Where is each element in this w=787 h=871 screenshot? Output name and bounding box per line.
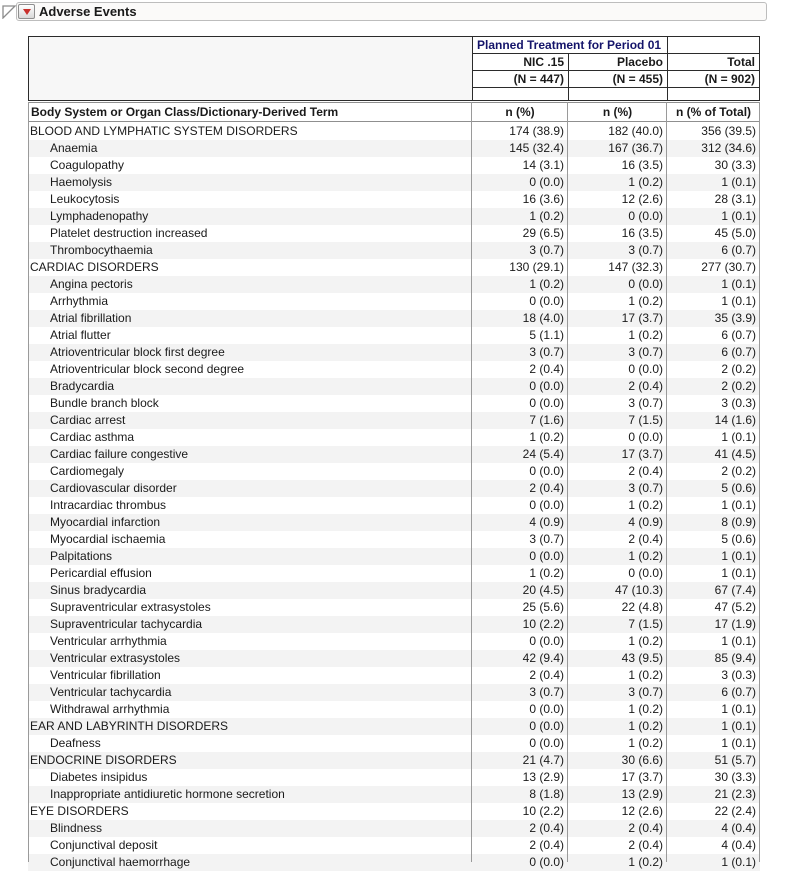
value-cell: 5 (0.6) <box>721 481 756 495</box>
value-cell: 7 (1.5) <box>628 617 663 631</box>
value-cell: 1 (0.1) <box>721 702 756 716</box>
value-cell: 0 (0.0) <box>529 175 564 189</box>
value-cell: 10 (2.2) <box>522 804 564 818</box>
header-empty-cell <box>668 88 759 100</box>
value-cell: 0 (0.0) <box>529 294 564 308</box>
value-cell: 182 (40.0) <box>608 124 663 138</box>
table-row <box>28 361 760 378</box>
term-cell: Cardiac asthma <box>50 430 135 444</box>
value-cell: 2 (0.2) <box>721 362 756 376</box>
table-row <box>28 123 760 140</box>
table-row <box>28 582 760 599</box>
term-cell: Cardiac arrest <box>50 413 126 427</box>
table-row <box>28 803 760 820</box>
value-cell: 0 (0.0) <box>628 209 663 223</box>
value-cell: 16 (3.5) <box>621 226 663 240</box>
table-row <box>28 259 760 276</box>
term-cell: Ventricular tachycardia <box>50 685 172 699</box>
table-row <box>28 446 760 463</box>
value-cell: 7 (1.5) <box>628 413 663 427</box>
value-cell: 17 (3.7) <box>621 311 663 325</box>
value-cell: 21 (4.7) <box>522 753 564 767</box>
value-cell: 22 (4.8) <box>621 600 663 614</box>
report-title: Adverse Events <box>39 4 137 19</box>
term-cell: EYE DISORDERS <box>30 804 129 818</box>
term-cell: Arrhythmia <box>50 294 109 308</box>
value-cell: 0 (0.0) <box>628 430 663 444</box>
value-cell: 3 (0.7) <box>628 345 663 359</box>
value-cell: 3 (0.7) <box>628 396 663 410</box>
value-cell: 0 (0.0) <box>529 634 564 648</box>
table-row <box>28 480 760 497</box>
column-n-total: (N = 902) <box>668 71 759 88</box>
span-header-cell: Planned Treatment for Period 01 <box>473 37 668 54</box>
table-row <box>28 242 760 259</box>
value-cell: 1 (0.2) <box>529 209 564 223</box>
value-cell: 16 (3.6) <box>522 192 564 206</box>
value-cell: 277 (30.7) <box>701 260 756 274</box>
value-cell: 3 (0.7) <box>628 481 663 495</box>
term-cell: Bundle branch block <box>50 396 159 410</box>
table-row <box>28 327 760 344</box>
term-cell: Sinus bradycardia <box>50 583 147 597</box>
term-cell: Atrial flutter <box>50 328 111 342</box>
value-cell: 67 (7.4) <box>714 583 756 597</box>
value-cell: 167 (36.7) <box>608 141 663 155</box>
value-cell: 0 (0.0) <box>529 379 564 393</box>
value-cell: 47 (5.2) <box>714 600 756 614</box>
value-cell: 2 (0.2) <box>721 464 756 478</box>
term-cell: Atrioventricular block first degree <box>50 345 225 359</box>
value-cell: 4 (0.9) <box>529 515 564 529</box>
value-cell: 2 (0.4) <box>628 464 663 478</box>
value-cell: 1 (0.1) <box>721 736 756 750</box>
term-cell: Conjunctival deposit <box>50 838 158 852</box>
value-cell: 21 (2.3) <box>714 787 756 801</box>
table-row <box>28 293 760 310</box>
table-row <box>28 752 760 769</box>
value-cell: 2 (0.4) <box>529 821 564 835</box>
value-cell: 12 (2.6) <box>621 192 663 206</box>
term-cell: Diabetes insipidus <box>50 770 148 784</box>
table-row <box>28 463 760 480</box>
value-cell: 2 (0.4) <box>628 821 663 835</box>
value-cell: 1 (0.2) <box>529 430 564 444</box>
header-rowlabel-cell <box>29 37 473 100</box>
value-cell: 0 (0.0) <box>529 702 564 716</box>
term-cell: Blindness <box>50 821 103 835</box>
term-cell: Ventricular extrasystoles <box>50 651 181 665</box>
header-empty-cell <box>473 88 569 100</box>
term-cell: Platelet destruction increased <box>50 226 208 240</box>
table-row <box>28 548 760 565</box>
table-row <box>28 140 760 157</box>
value-cell: 1 (0.2) <box>628 175 663 189</box>
value-cell: 1 (0.1) <box>721 277 756 291</box>
term-cell: CARDIAC DISORDERS <box>30 260 159 274</box>
value-cell: 4 (0.4) <box>721 821 756 835</box>
value-cell: 1 (0.2) <box>628 549 663 563</box>
table-row <box>28 837 760 854</box>
value-cell: 17 (3.7) <box>621 770 663 784</box>
value-cell: 0 (0.0) <box>529 719 564 733</box>
table-row <box>28 684 760 701</box>
table-header-grid <box>28 36 760 101</box>
value-cell: 30 (3.3) <box>714 158 756 172</box>
term-cell: Cardiovascular disorder <box>50 481 177 495</box>
value-cell: 1 (0.2) <box>628 702 663 716</box>
value-cell: 1 (0.2) <box>628 634 663 648</box>
value-cell: 13 (2.9) <box>522 770 564 784</box>
value-cell: 17 (3.7) <box>621 447 663 461</box>
term-cell: Cardiomegaly <box>50 464 125 478</box>
value-cell: 2 (0.4) <box>529 362 564 376</box>
term-cell: Supraventricular extrasystoles <box>50 600 211 614</box>
value-cell: 174 (38.9) <box>509 124 564 138</box>
value-cell: 3 (0.7) <box>529 532 564 546</box>
value-cell: 1 (0.1) <box>721 549 756 563</box>
value-cell: 1 (0.1) <box>721 566 756 580</box>
table-row <box>28 854 760 871</box>
value-cell: 42 (9.4) <box>522 651 564 665</box>
table-row <box>28 650 760 667</box>
value-cell: 18 (4.0) <box>522 311 564 325</box>
value-cell: 41 (4.5) <box>714 447 756 461</box>
stat-header-nic: n (%) <box>505 105 535 119</box>
value-cell: 30 (3.3) <box>714 770 756 784</box>
term-cell: Lymphadenopathy <box>50 209 149 223</box>
value-cell: 0 (0.0) <box>628 566 663 580</box>
table-row <box>28 157 760 174</box>
value-cell: 0 (0.0) <box>529 396 564 410</box>
table-row <box>28 786 760 803</box>
table-row <box>28 633 760 650</box>
value-cell: 45 (5.0) <box>714 226 756 240</box>
value-cell: 20 (4.5) <box>522 583 564 597</box>
value-cell: 51 (5.7) <box>714 753 756 767</box>
value-cell: 1 (0.1) <box>721 855 756 869</box>
term-cell: Anaemia <box>50 141 98 155</box>
value-cell: 6 (0.7) <box>721 328 756 342</box>
value-cell: 130 (29.1) <box>509 260 564 274</box>
value-cell: 3 (0.7) <box>628 685 663 699</box>
value-cell: 22 (2.4) <box>714 804 756 818</box>
term-cell: BLOOD AND LYMPHATIC SYSTEM DISORDERS <box>30 124 298 138</box>
table-row <box>28 225 760 242</box>
term-cell: Pericardial effusion <box>50 566 152 580</box>
column-header-total: Total <box>668 54 759 71</box>
table-body <box>28 123 760 871</box>
value-cell: 5 (1.1) <box>529 328 564 342</box>
value-cell: 6 (0.7) <box>721 243 756 257</box>
row-header-label: Body System or Organ Class/Dictionary-Derived Term <box>31 105 339 119</box>
table-row <box>28 497 760 514</box>
value-cell: 2 (0.4) <box>529 668 564 682</box>
value-cell: 2 (0.4) <box>529 481 564 495</box>
red-triangle-icon <box>23 9 31 15</box>
value-cell: 28 (3.1) <box>714 192 756 206</box>
table-row <box>28 565 760 582</box>
term-cell: Coagulopathy <box>50 158 125 172</box>
value-cell: 1 (0.1) <box>721 634 756 648</box>
table-row <box>28 820 760 837</box>
value-cell: 14 (3.1) <box>522 158 564 172</box>
value-cell: 1 (0.2) <box>529 566 564 580</box>
table-row <box>28 531 760 548</box>
value-cell: 1 (0.1) <box>721 498 756 512</box>
value-cell: 0 (0.0) <box>529 549 564 563</box>
term-cell: Supraventricular tachycardia <box>50 617 203 631</box>
outline-disclosure-triangle-icon[interactable] <box>1 3 17 19</box>
term-cell: Ventricular fibrillation <box>50 668 161 682</box>
value-cell: 5 (0.6) <box>721 532 756 546</box>
term-cell: Myocardial ischaemia <box>50 532 166 546</box>
table-row <box>28 276 760 293</box>
table-row <box>28 514 760 531</box>
table-stat-header-row <box>28 102 760 122</box>
value-cell: 145 (32.4) <box>509 141 564 155</box>
value-cell: 0 (0.0) <box>529 855 564 869</box>
value-cell: 1 (0.2) <box>628 855 663 869</box>
table-row <box>28 701 760 718</box>
value-cell: 3 (0.3) <box>721 396 756 410</box>
value-cell: 1 (0.2) <box>628 668 663 682</box>
term-cell: Conjunctival haemorrhage <box>50 855 191 869</box>
value-cell: 43 (9.5) <box>621 651 663 665</box>
value-cell: 47 (10.3) <box>614 583 663 597</box>
table-row <box>28 599 760 616</box>
value-cell: 1 (0.2) <box>628 736 663 750</box>
value-cell: 356 (39.5) <box>701 124 756 138</box>
stat-header-total: n (% of Total) <box>675 105 752 119</box>
value-cell: 3 (0.7) <box>529 685 564 699</box>
value-cell: 10 (2.2) <box>522 617 564 631</box>
term-cell: ENDOCRINE DISORDERS <box>30 753 177 767</box>
value-cell: 1 (0.2) <box>628 719 663 733</box>
value-cell: 3 (0.7) <box>628 243 663 257</box>
value-cell: 3 (0.3) <box>721 668 756 682</box>
column-header-nic: NIC .15 <box>473 54 569 71</box>
table-row <box>28 412 760 429</box>
term-cell: Ventricular arrhythmia <box>50 634 167 648</box>
value-cell: 8 (1.8) <box>529 787 564 801</box>
table-row <box>28 735 760 752</box>
value-cell: 0 (0.0) <box>529 464 564 478</box>
header-empty-cell <box>569 88 668 100</box>
value-cell: 30 (6.6) <box>621 753 663 767</box>
value-cell: 14 (1.6) <box>714 413 756 427</box>
value-cell: 4 (0.4) <box>721 838 756 852</box>
red-triangle-menu-button[interactable] <box>18 4 35 19</box>
value-cell: 6 (0.7) <box>721 685 756 699</box>
value-cell: 0 (0.0) <box>628 362 663 376</box>
term-cell: Palpitations <box>50 549 113 563</box>
value-cell: 2 (0.4) <box>628 379 663 393</box>
value-cell: 0 (0.0) <box>529 736 564 750</box>
value-cell: 1 (0.1) <box>721 209 756 223</box>
table-row <box>28 344 760 361</box>
value-cell: 2 (0.4) <box>529 838 564 852</box>
table-row <box>28 378 760 395</box>
table-row <box>28 310 760 327</box>
term-cell: Haemolysis <box>50 175 113 189</box>
value-cell: 4 (0.9) <box>628 515 663 529</box>
value-cell: 1 (0.1) <box>721 719 756 733</box>
stat-header-placebo: n (%) <box>602 105 633 119</box>
table-row <box>28 174 760 191</box>
table-row <box>28 191 760 208</box>
column-n-nic: (N = 447) <box>473 71 569 88</box>
value-cell: 1 (0.2) <box>628 294 663 308</box>
term-cell: Intracardiac thrombus <box>50 498 167 512</box>
value-cell: 0 (0.0) <box>628 277 663 291</box>
value-cell: 312 (34.6) <box>701 141 756 155</box>
value-cell: 85 (9.4) <box>714 651 756 665</box>
table-row <box>28 667 760 684</box>
value-cell: 2 (0.4) <box>628 838 663 852</box>
term-cell: Deafness <box>50 736 101 750</box>
value-cell: 1 (0.1) <box>721 430 756 444</box>
value-cell: 1 (0.2) <box>628 498 663 512</box>
term-cell: Bradycardia <box>50 379 115 393</box>
term-cell: Cardiac failure congestive <box>50 447 189 461</box>
table-row <box>28 395 760 412</box>
term-cell: Atrioventricular block second degree <box>50 362 245 376</box>
table-row <box>28 208 760 225</box>
value-cell: 8 (0.9) <box>721 515 756 529</box>
value-cell: 29 (6.5) <box>522 226 564 240</box>
value-cell: 16 (3.5) <box>621 158 663 172</box>
term-cell: Angina pectoris <box>50 277 133 291</box>
value-cell: 0 (0.0) <box>529 498 564 512</box>
table-row <box>28 769 760 786</box>
value-cell: 24 (5.4) <box>522 447 564 461</box>
value-cell: 1 (0.1) <box>721 294 756 308</box>
table-row <box>28 718 760 735</box>
value-cell: 3 (0.7) <box>529 345 564 359</box>
value-cell: 3 (0.7) <box>529 243 564 257</box>
value-cell: 12 (2.6) <box>621 804 663 818</box>
span-header-empty-cell <box>668 37 759 54</box>
value-cell: 1 (0.1) <box>721 175 756 189</box>
value-cell: 1 (0.2) <box>529 277 564 291</box>
value-cell: 25 (5.6) <box>522 600 564 614</box>
term-cell: Inappropriate antidiuretic hormone secretion <box>50 787 285 801</box>
column-header-placebo: Placebo <box>569 54 668 71</box>
column-n-placebo: (N = 455) <box>569 71 668 88</box>
value-cell: 2 (0.4) <box>628 532 663 546</box>
term-cell: Myocardial infarction <box>50 515 161 529</box>
table-row <box>28 616 760 633</box>
value-cell: 17 (1.9) <box>714 617 756 631</box>
value-cell: 2 (0.2) <box>721 379 756 393</box>
value-cell: 13 (2.9) <box>621 787 663 801</box>
value-cell: 147 (32.3) <box>608 260 663 274</box>
table-row <box>28 429 760 446</box>
value-cell: 6 (0.7) <box>721 345 756 359</box>
value-cell: 7 (1.6) <box>529 413 564 427</box>
term-cell: Leukocytosis <box>50 192 120 206</box>
term-cell: Thrombocythaemia <box>50 243 153 257</box>
value-cell: 35 (3.9) <box>714 311 756 325</box>
term-cell: EAR AND LABYRINTH DISORDERS <box>30 719 229 733</box>
value-cell: 1 (0.2) <box>628 328 663 342</box>
term-cell: Atrial fibrillation <box>50 311 132 325</box>
term-cell: Withdrawal arrhythmia <box>50 702 170 716</box>
